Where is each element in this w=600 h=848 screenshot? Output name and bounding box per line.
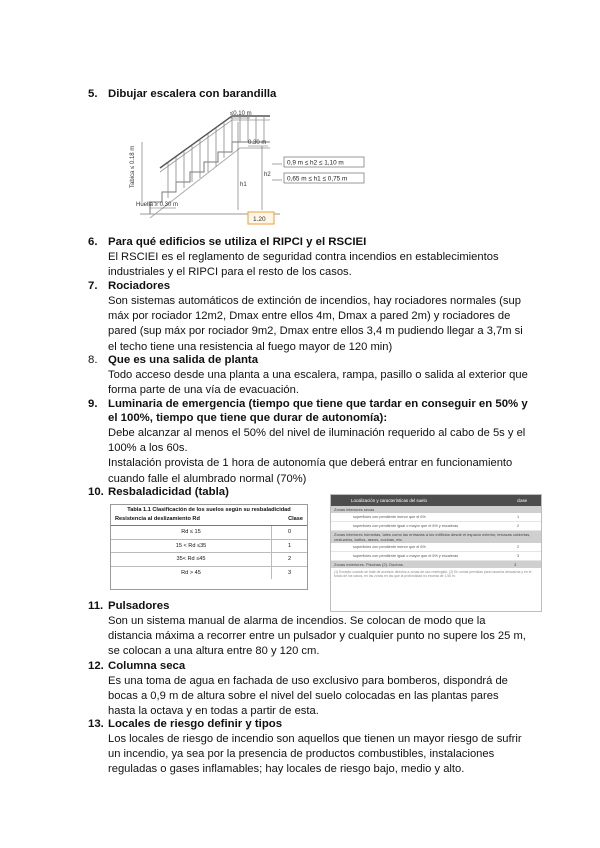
dim-label-h1: h1 — [240, 182, 247, 188]
question-number: 6. — [88, 236, 98, 248]
dim-label-gap: ≤0.10 m — [230, 111, 252, 117]
question-number: 8. — [88, 354, 98, 366]
question-6 — [88, 236, 366, 248]
question-8 — [88, 354, 258, 366]
cell-desc: superficies con pendiente menor que el 6% — [353, 515, 426, 519]
answer-paragraph: Instalación provista de 1 hora de autonomía que deberá entrar en funcionamiento cuando falle el alumbrado normal (70%) — [108, 457, 513, 485]
dim-label-riser: Tabica ≤ 0.18 m — [130, 145, 136, 188]
question-title-line-1: Luminaria de emergencia (tiempo que tiene que tardar en conseguir en 50% y — [108, 398, 528, 410]
cell-class: 1 — [287, 542, 292, 549]
answer-paragraph: Son sistemas automáticos de extinción de incendios, hay rociadores normales (sup máx por rociador 12m2, Dmax entre ellos 4m, Dmax a pared 2m) y rociadores de pared (sup máx por rociador 9m2, Dmax entre ellos 3,4 m pudiendo llegar a 3,7m si el techo tiene una resistencia al fuego mayor de 120 min) — [108, 295, 523, 353]
question-number: 7. — [88, 280, 98, 292]
question-12 — [88, 660, 185, 672]
cell-class: 2 — [287, 556, 292, 563]
cell-class: 3 — [514, 562, 517, 567]
table-row — [331, 552, 541, 561]
answer-paragraph: Todo acceso desde una planta a una escalera, rampa, pasillo o salida al exterior que forma parte de una vía de evacuación. — [108, 369, 528, 397]
cell-class: 2 — [517, 545, 520, 549]
question-title-line-2: el 100%, tiempo que tiene que durar de autonomía): — [108, 412, 388, 424]
question-13 — [88, 718, 282, 730]
question-9 — [88, 398, 528, 410]
answer-11 — [108, 614, 528, 660]
cell-class: 2 — [517, 524, 520, 528]
cell-class: 1 — [517, 515, 520, 519]
answer-7 — [108, 294, 528, 355]
table-section — [331, 561, 541, 568]
question-title: Resbaladicidad (tabla) — [108, 486, 229, 498]
cell-class: 0 — [287, 529, 292, 536]
answer-paragraph: Los locales de riesgo de incendio son aquellos que tienen un mayor riesgo de sufrir un incendio, ya sea por la presencia de productos combustibles, instalaciones reguladas o gases inflamables; hay locales de riesgo bajo, medio y alto. — [108, 733, 522, 776]
header-location: Localización y características del suelo — [351, 498, 427, 503]
question-number: 5. — [88, 88, 98, 100]
dim-label-landing: 0.30 m — [248, 140, 267, 146]
table-section: Zonas interiores húmedas, tales como las entradas a los edificios desde el espacio exterior, terrazas cubiertas, vestuarios, baños, aseos, cocinas, etc. — [331, 531, 541, 543]
header-resistance: Resistencia al deslizamiento Rd — [115, 516, 200, 522]
table-caption: Tabla 1.1 Clasificación de los suelos según su resbaladicidad — [127, 507, 291, 513]
answer-paragraph: Es una toma de agua en fachada de uso exclusivo para bomberos, dispondrá de bocas a 0,9 m de altura sobre el nivel del suelo colocadas en las plantas pares hasta la octava y en todas a partir de esta. — [108, 675, 508, 718]
answer-paragraph: Debe alcanzar al menos el 50% del nivel de iluminación requerido al cabo de 5s y el 100% a los 60s. — [108, 427, 526, 455]
answer-13 — [108, 732, 528, 778]
slip-resistance-table — [110, 504, 308, 590]
stair-railing-figure — [120, 102, 380, 228]
question-title: Rociadores — [108, 280, 171, 292]
cell-class: 3 — [517, 554, 520, 558]
question-number: 12. — [88, 660, 104, 672]
question-11 — [88, 600, 169, 612]
answer-9 — [108, 426, 528, 487]
cell-range: Rd ≤ 15 — [111, 526, 272, 539]
table-row — [331, 522, 541, 531]
floor-class-table — [330, 494, 542, 612]
question-title: Locales de riesgo definir y tipos — [108, 718, 283, 730]
question-title: Para qué edificios se utiliza el RIPCI y el RSCIEI — [108, 236, 367, 248]
question-7 — [88, 280, 170, 292]
question-number: 11. — [88, 600, 104, 612]
cell-desc: superficies con pendiente menor que el 6% — [353, 545, 426, 549]
answer-12 — [108, 674, 528, 720]
answer-paragraph: El RSCIEI es el reglamento de seguridad contra incendios en establecimientos industriales y el RIPCI para el resto de los casos. — [108, 251, 499, 279]
table-row — [111, 553, 307, 567]
table-row — [331, 513, 541, 522]
section-label: Zonas exteriores. Piscinas (2). Duchas. — [334, 562, 404, 567]
question-title: Que es una salida de planta — [108, 354, 259, 366]
cell-desc: superficies con pendiente igual o mayor que el 6% y escaleras — [353, 554, 459, 558]
dim-label-width: 1.20 — [253, 216, 266, 223]
question-number: 13. — [88, 718, 104, 730]
dim-label-h2-range: 0,9 m ≤ h2 ≤ 1,10 m — [287, 159, 344, 167]
table-row — [111, 526, 307, 540]
question-number: 9. — [88, 398, 98, 410]
question-10 — [88, 486, 229, 498]
answer-6 — [108, 250, 528, 280]
header-class: clase — [517, 498, 528, 503]
question-title: Columna seca — [108, 660, 186, 672]
answer-8 — [108, 368, 528, 398]
table-header — [111, 516, 307, 526]
table-row — [331, 543, 541, 552]
dim-label-tread: Huella ≥ 0.30 m — [136, 202, 178, 208]
cell-range: 35< Rd ≤45 — [111, 553, 272, 566]
table-row — [111, 540, 307, 554]
cell-desc: superficies con pendiente igual o mayor que el 6% y escaleras — [353, 524, 459, 528]
question-number: 10. — [88, 486, 104, 498]
question-5 — [88, 88, 276, 100]
table-section: Zonas interiores secas — [331, 506, 541, 513]
answer-paragraph: Son un sistema manual de alarma de incendios. Se colocan de modo que la distancia máxima a recorrer entre un pulsador y cualquier punto no supere los 25 m, se colocan a una altura entre 80 y 120 cm. — [108, 615, 526, 658]
table-row — [111, 567, 307, 580]
cell-class: 3 — [287, 569, 292, 576]
header-class: Clase — [288, 516, 303, 522]
question-title: Pulsadores — [108, 600, 170, 612]
cell-range: 15 < Rd ≤35 — [111, 540, 272, 553]
table-footnote: (1) Excepto cuando se trate de accesos directos a zonas de uso restringido. (2) En zonas previstas para usuarios descalzos y en el fondo de los vasos, en las zonas en las que la profundidad no exceda de 1,50 m. — [334, 570, 532, 578]
question-title: Dibujar escalera con barandilla — [108, 88, 277, 100]
table-header — [331, 495, 541, 506]
cell-range: Rd > 45 — [111, 567, 272, 580]
dim-label-h2: h2 — [264, 172, 271, 178]
question-9-cont — [108, 412, 387, 424]
dim-label-h1-range: 0,65 m ≤ h1 ≤ 0,75 m — [287, 175, 348, 183]
